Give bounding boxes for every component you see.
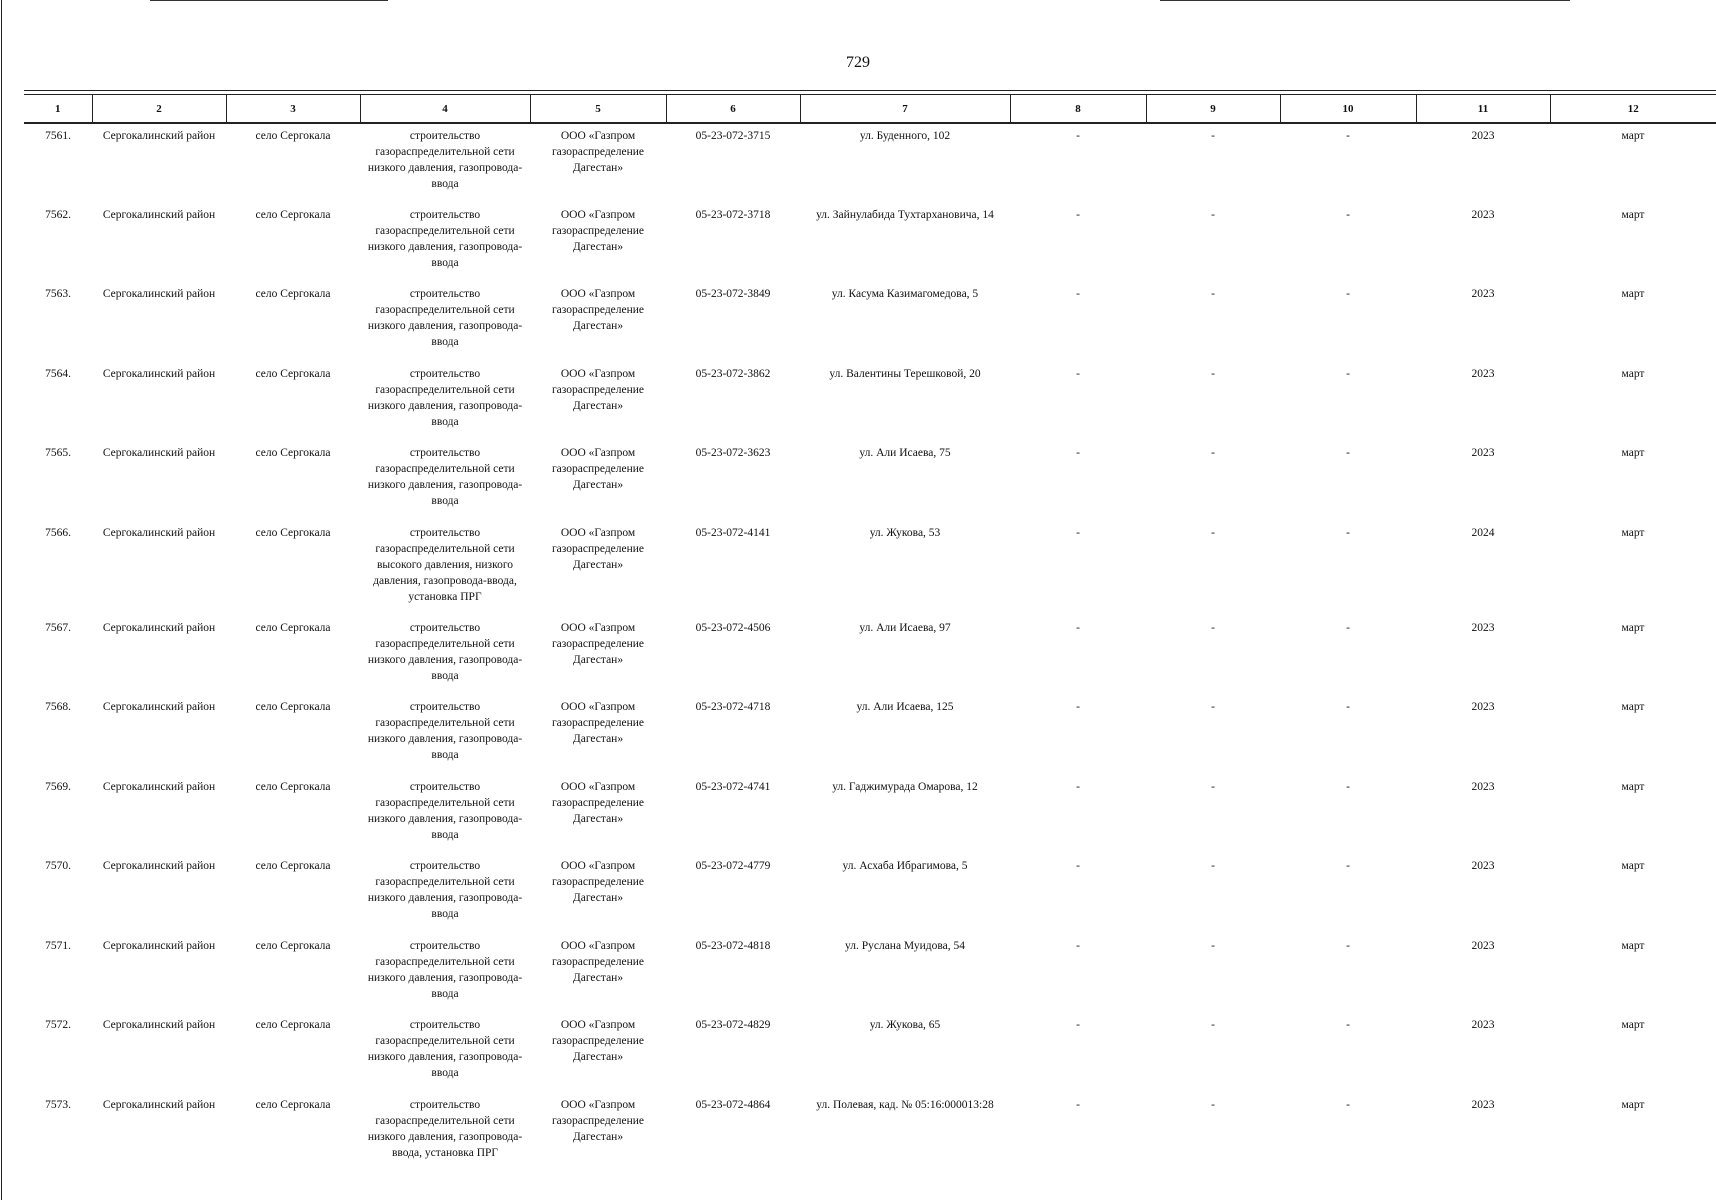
work-description-cell: строительство газораспределительной сети низкого давления, газопровода-ввода (367, 780, 523, 841)
column-9-cell: - (1211, 939, 1215, 952)
year-cell: 2023 (1471, 701, 1495, 713)
row-number-cell: 7568. (45, 701, 71, 713)
table-row (24, 282, 1716, 362)
row-number-cell: 7569. (45, 780, 71, 793)
object-code-cell: 05-23-072-4141 (695, 526, 771, 539)
address-cell: ул. Валентины Терешковой, 20 (829, 367, 981, 380)
district-cell: Сергокалинский район (102, 780, 216, 793)
column-9-cell: - (1211, 780, 1215, 793)
year-cell: 2023 (1471, 447, 1495, 459)
column-10-cell: - (1346, 780, 1350, 793)
registry-table (24, 94, 1716, 1188)
column-9-cell: - (1211, 208, 1215, 221)
district-cell: Сергокалинский район (102, 526, 216, 539)
work-description-cell: строительство газораспределительной сети низкого давления, газопровода-ввода, установка ПРГ (367, 1098, 523, 1159)
column-9-cell: - (1211, 526, 1215, 539)
scan-top-stroke-right (1160, 0, 1570, 1)
column-8-cell: - (1076, 621, 1080, 634)
organization-cell: ООО «Газпром газораспределение Дагестан» (551, 1098, 645, 1143)
column-9-cell: - (1211, 288, 1215, 300)
table-top-rule (24, 90, 1716, 91)
district-cell: Сергокалинский район (102, 1098, 216, 1111)
month-cell: март (1621, 860, 1645, 872)
column-9-cell: - (1211, 447, 1215, 459)
work-description-cell: строительство газораспределительной сети низкого давления, газопровода-ввода (367, 939, 523, 1000)
column-header: 10 (1280, 95, 1416, 124)
locality-cell: село Сергокала (255, 780, 331, 793)
row-number-cell: 7566. (45, 526, 71, 539)
month-cell: март (1621, 780, 1645, 793)
district-cell: Сергокалинский район (102, 939, 216, 952)
work-description-cell: строительство газораспределительной сети низкого давления, газопровода-ввода (367, 130, 523, 190)
column-9-cell: - (1211, 367, 1215, 380)
month-cell: март (1621, 367, 1645, 380)
organization-cell: ООО «Газпром газораспределение Дагестан» (551, 860, 645, 904)
district-cell: Сергокалинский район (102, 130, 216, 142)
page-number: 729 (846, 54, 870, 71)
table-row (24, 854, 1716, 934)
object-code-cell: 05-23-072-4718 (695, 701, 771, 713)
row-number-cell: 7572. (45, 1019, 71, 1031)
column-10-cell: - (1346, 130, 1350, 142)
object-code-cell: 05-23-072-3623 (695, 447, 771, 459)
locality-cell: село Сергокала (255, 526, 331, 539)
address-cell: ул. Гаджимурада Омарова, 12 (832, 780, 978, 793)
organization-cell: ООО «Газпром газораспределение Дагестан» (551, 939, 645, 984)
work-description-cell: строительство газораспределительной сети высокого давления, низкого давления, газопровода-ввода, установка ПРГ (373, 526, 517, 603)
year-cell: 2023 (1471, 860, 1495, 872)
year-cell: 2023 (1471, 939, 1495, 952)
row-number-cell: 7563. (45, 288, 71, 300)
organization-cell: ООО «Газпром газораспределение Дагестан» (551, 367, 645, 412)
table-row (24, 695, 1716, 775)
work-description-cell: строительство газораспределительной сети низкого давления, газопровода-ввода (367, 447, 523, 507)
column-9-cell: - (1211, 860, 1215, 872)
locality-cell: село Сергокала (255, 130, 331, 142)
district-cell: Сергокалинский район (102, 447, 216, 459)
object-code-cell: 05-23-072-4741 (695, 780, 771, 793)
organization-cell: ООО «Газпром газораспределение Дагестан» (551, 288, 645, 332)
district-cell: Сергокалинский район (102, 621, 216, 634)
table-row (24, 616, 1716, 696)
locality-cell: село Сергокала (255, 288, 331, 300)
table-row (24, 441, 1716, 521)
work-description-cell: строительство газораспределительной сети низкого давления, газопровода-ввода (367, 208, 523, 269)
district-cell: Сергокалинский район (102, 367, 216, 380)
column-8-cell: - (1076, 288, 1080, 300)
header-row (24, 95, 1716, 124)
table-row (24, 775, 1716, 855)
table-row (24, 1093, 1716, 1188)
address-cell: ул. Буденного, 102 (859, 130, 951, 142)
organization-cell: ООО «Газпром газораспределение Дагестан» (551, 1019, 645, 1063)
locality-cell: село Сергокала (255, 939, 331, 952)
column-header: 12 (1550, 95, 1716, 124)
column-10-cell: - (1346, 1019, 1350, 1031)
month-cell: март (1621, 130, 1645, 142)
district-cell: Сергокалинский район (102, 701, 216, 713)
address-cell: ул. Полевая, кад. № 05:16:000013:28 (816, 1098, 994, 1111)
column-header: 9 (1146, 95, 1280, 124)
column-9-cell: - (1211, 130, 1215, 142)
column-header: 1 (24, 95, 92, 124)
column-8-cell: - (1076, 447, 1080, 459)
column-10-cell: - (1346, 1098, 1350, 1111)
column-8-cell: - (1076, 780, 1080, 793)
district-cell: Сергокалинский район (102, 860, 216, 872)
year-cell: 2023 (1471, 208, 1495, 221)
column-10-cell: - (1346, 526, 1350, 539)
work-description-cell: строительство газораспределительной сети низкого давления, газопровода-ввода (367, 621, 523, 682)
table-row (24, 1013, 1716, 1093)
work-description-cell: строительство газораспределительной сети низкого давления, газопровода-ввода (367, 701, 523, 761)
column-8-cell: - (1076, 860, 1080, 872)
object-code-cell: 05-23-072-4506 (695, 621, 771, 634)
table-row (24, 362, 1716, 442)
row-number-cell: 7565. (45, 447, 71, 459)
locality-cell: село Сергокала (255, 701, 331, 713)
column-10-cell: - (1346, 288, 1350, 300)
month-cell: март (1621, 288, 1645, 300)
address-cell: ул. Али Исаева, 97 (859, 621, 951, 634)
column-8-cell: - (1076, 701, 1080, 713)
work-description-cell: строительство газораспределительной сети низкого давления, газопровода-ввода (367, 1019, 523, 1079)
column-10-cell: - (1346, 621, 1350, 634)
column-10-cell: - (1346, 701, 1350, 713)
object-code-cell: 05-23-072-4864 (695, 1098, 771, 1111)
organization-cell: ООО «Газпром газораспределение Дагестан» (551, 526, 645, 571)
scan-edge-left (1, 0, 2, 1200)
column-10-cell: - (1346, 860, 1350, 872)
row-number-cell: 7567. (45, 621, 71, 634)
year-cell: 2023 (1471, 1019, 1495, 1031)
month-cell: март (1621, 526, 1645, 539)
district-cell: Сергокалинский район (102, 1019, 216, 1031)
column-8-cell: - (1076, 526, 1080, 539)
table-body (24, 123, 1716, 1188)
column-header: 7 (800, 95, 1010, 124)
month-cell: март (1621, 208, 1645, 221)
work-description-cell: строительство газораспределительной сети низкого давления, газопровода-ввода (367, 367, 523, 428)
column-10-cell: - (1346, 367, 1350, 380)
year-cell: 2023 (1471, 621, 1495, 634)
column-header: 8 (1010, 95, 1146, 124)
organization-cell: ООО «Газпром газораспределение Дагестан» (551, 780, 645, 825)
row-number-cell: 7561. (45, 130, 71, 142)
row-number-cell: 7562. (45, 208, 71, 221)
object-code-cell: 05-23-072-3718 (695, 208, 771, 221)
column-8-cell: - (1076, 130, 1080, 142)
locality-cell: село Сергокала (255, 208, 331, 221)
column-8-cell: - (1076, 208, 1080, 221)
column-10-cell: - (1346, 939, 1350, 952)
column-8-cell: - (1076, 939, 1080, 952)
year-cell: 2023 (1471, 780, 1495, 793)
column-9-cell: - (1211, 621, 1215, 634)
month-cell: март (1621, 939, 1645, 952)
organization-cell: ООО «Газпром газораспределение Дагестан» (551, 621, 645, 666)
object-code-cell: 05-23-072-3715 (695, 130, 771, 142)
object-code-cell: 05-23-072-4779 (695, 860, 771, 872)
work-description-cell: строительство газораспределительной сети низкого давления, газопровода-ввода (367, 288, 523, 348)
month-cell: март (1621, 701, 1645, 713)
table-row (24, 123, 1716, 203)
column-9-cell: - (1211, 701, 1215, 713)
locality-cell: село Сергокала (255, 367, 331, 380)
year-cell: 2024 (1471, 526, 1495, 539)
address-cell: ул. Зайнулабида Тухтархановича, 14 (816, 208, 994, 221)
row-number-cell: 7564. (45, 367, 71, 380)
month-cell: март (1621, 1098, 1645, 1111)
month-cell: март (1621, 447, 1645, 459)
locality-cell: село Сергокала (255, 1098, 331, 1111)
address-cell: ул. Жукова, 65 (869, 1019, 941, 1031)
column-10-cell: - (1346, 208, 1350, 221)
column-8-cell: - (1076, 1098, 1080, 1111)
year-cell: 2023 (1471, 367, 1495, 380)
table-row (24, 521, 1716, 616)
organization-cell: ООО «Газпром газораспределение Дагестан» (551, 701, 645, 745)
column-header: 3 (226, 95, 360, 124)
locality-cell: село Сергокала (255, 447, 331, 459)
column-8-cell: - (1076, 367, 1080, 380)
work-description-cell: строительство газораспределительной сети низкого давления, газопровода-ввода (367, 860, 523, 920)
address-cell: ул. Жукова, 53 (869, 526, 941, 539)
year-cell: 2023 (1471, 288, 1495, 300)
object-code-cell: 05-23-072-4829 (695, 1019, 771, 1031)
table-row (24, 203, 1716, 283)
year-cell: 2023 (1471, 1098, 1495, 1111)
locality-cell: село Сергокала (255, 860, 331, 872)
address-cell: ул. Касума Казимагомедова, 5 (831, 288, 979, 300)
district-cell: Сергокалинский район (102, 208, 216, 221)
row-number-cell: 7571. (45, 939, 71, 952)
organization-cell: ООО «Газпром газораспределение Дагестан» (551, 130, 645, 174)
organization-cell: ООО «Газпром газораспределение Дагестан» (551, 208, 645, 253)
month-cell: март (1621, 1019, 1645, 1031)
organization-cell: ООО «Газпром газораспределение Дагестан» (551, 447, 645, 491)
column-header: 2 (92, 95, 226, 124)
table-row (24, 934, 1716, 1014)
district-cell: Сергокалинский район (102, 288, 216, 300)
month-cell: март (1621, 621, 1645, 634)
row-number-cell: 7573. (45, 1098, 71, 1111)
column-9-cell: - (1211, 1098, 1215, 1111)
column-9-cell: - (1211, 1019, 1215, 1031)
column-header: 5 (530, 95, 666, 124)
column-header: 4 (360, 95, 530, 124)
address-cell: ул. Али Исаева, 75 (859, 447, 951, 459)
column-header: 11 (1416, 95, 1550, 124)
address-cell: ул. Али Исаева, 125 (856, 701, 954, 713)
locality-cell: село Сергокала (255, 1019, 331, 1031)
year-cell: 2023 (1471, 130, 1495, 142)
object-code-cell: 05-23-072-3849 (695, 288, 771, 300)
column-8-cell: - (1076, 1019, 1080, 1031)
object-code-cell: 05-23-072-4818 (695, 939, 771, 952)
address-cell: ул. Руслана Муидова, 54 (844, 939, 966, 952)
locality-cell: село Сергокала (255, 621, 331, 634)
column-10-cell: - (1346, 447, 1350, 459)
row-number-cell: 7570. (45, 860, 71, 872)
column-header: 6 (666, 95, 800, 124)
object-code-cell: 05-23-072-3862 (695, 367, 771, 380)
scan-top-stroke-left (150, 0, 388, 1)
address-cell: ул. Асхаба Ибрагимова, 5 (842, 860, 968, 872)
